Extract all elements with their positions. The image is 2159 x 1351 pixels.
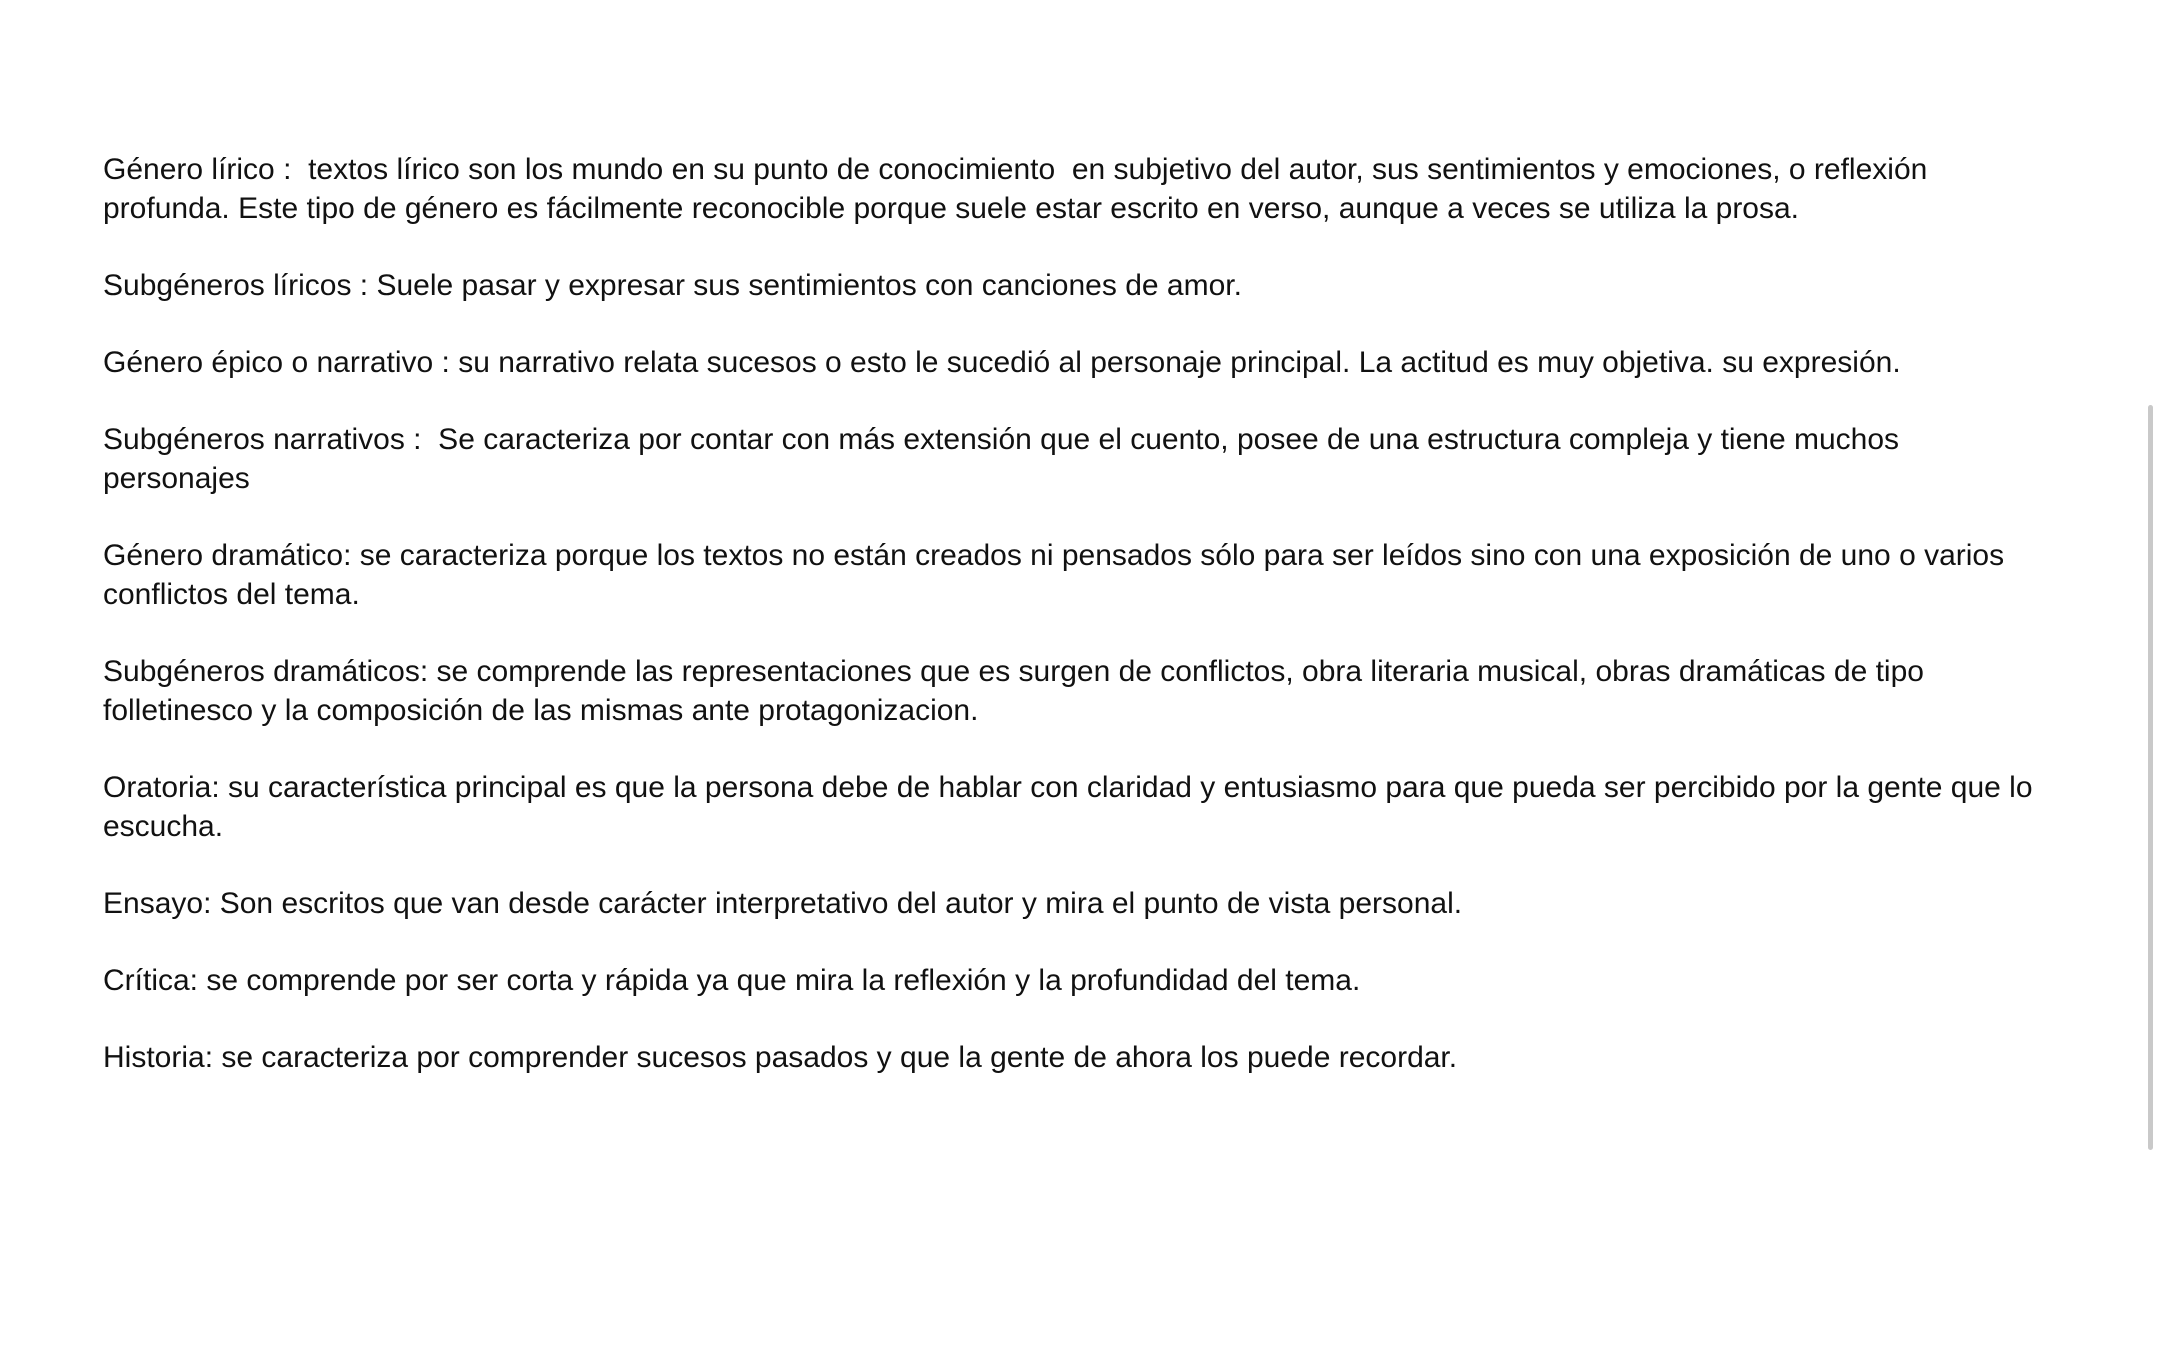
paragraph-subgeneros-liricos: Subgéneros líricos : Suele pasar y expresar sus sentimientos con canciones de amor. xyxy=(103,269,1242,302)
paragraph-critica: Crítica: se comprende por ser corta y rápida ya que mira la reflexión y la profundidad del tema. xyxy=(103,964,1361,997)
paragraph-ensayo: Ensayo: Son escritos que van desde carácter interpretativo del autor y mira el punto de vista personal. xyxy=(103,887,1463,920)
paragraph-subgeneros-narrativos: Subgéneros narrativos : Se caracteriza por contar con más extensión que el cuento, posee de una estructura compleja y tiene muchos personajes xyxy=(103,423,1908,495)
paragraph-genero-epico: Género épico o narrativo : su narrativo relata sucesos o esto le sucedió al personaje principal. La actitud es muy objetiva. su expresión. xyxy=(103,346,1901,379)
paragraph-oratoria: Oratoria: su característica principal es que la persona debe de hablar con claridad y entusiasmo para que pueda ser percibido por la gente que lo escucha. xyxy=(103,771,2041,843)
paragraph-subgeneros-dramaticos: Subgéneros dramáticos: se comprende las representaciones que es surgen de conflictos, obra literaria musical, obras dramáticas de tipo folletinesco y la composición de las mismas ante protagonizacion. xyxy=(103,655,1933,727)
vertical-scrollbar[interactable] xyxy=(2148,405,2153,1150)
paragraph-genero-lirico: Género lírico : textos lírico son los mundo en su punto de conocimiento en subjetivo del autor, sus sentimientos y emociones, o reflexión profunda. Este tipo de género es fácilmente reconocible porque suele estar escrito en verso, aunque a veces se utiliza la prosa. xyxy=(103,153,1936,225)
paragraph-historia: Historia: se caracteriza por comprender sucesos pasados y que la gente de ahora los puede recordar. xyxy=(103,1041,1458,1074)
paragraph-genero-dramatico: Género dramático: se caracteriza porque los textos no están creados ni pensados sólo para ser leídos sino con una exposición de uno o varios conflictos del tema. xyxy=(103,539,2013,611)
document-body xyxy=(103,150,2053,1115)
